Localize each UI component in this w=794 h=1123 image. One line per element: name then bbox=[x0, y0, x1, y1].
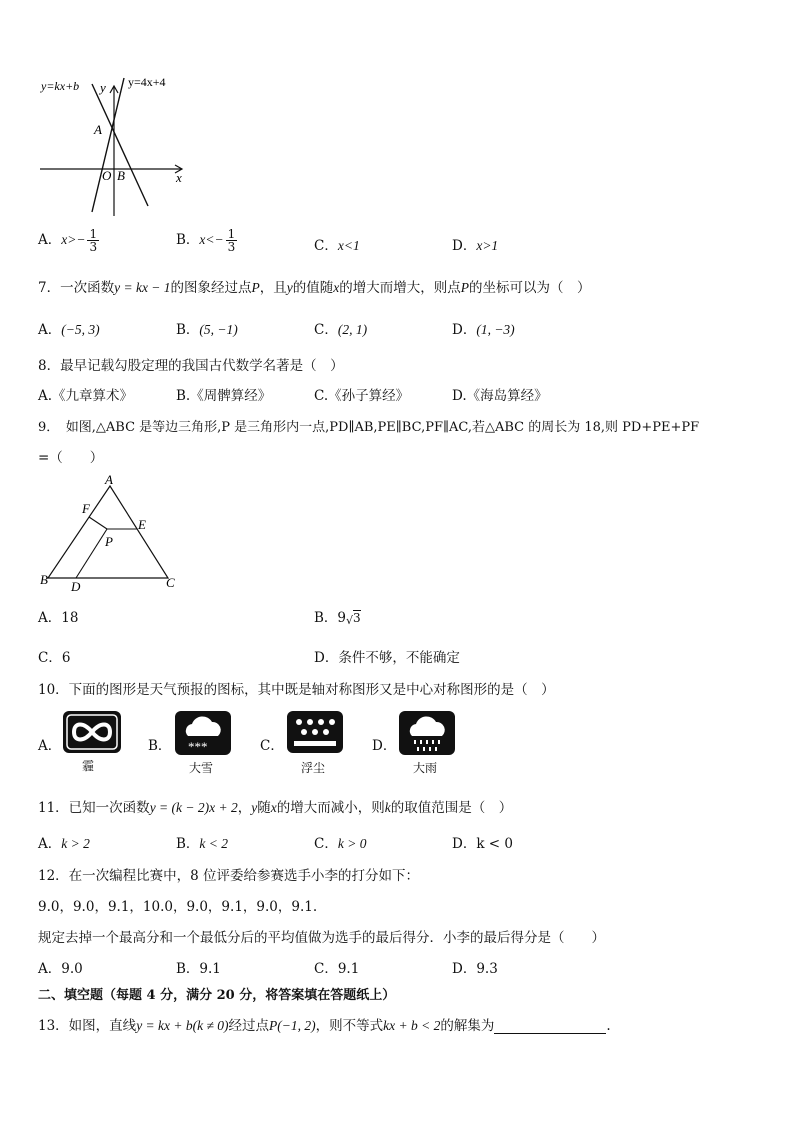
fog-icon bbox=[62, 710, 122, 754]
q9-stem-line1: 9． 如图,△ABC 是等边三角形,P 是三角形内一点,PD∥AB,PE∥BC,PF∥AC,若△ABC 的周长为 18,则 PD+PE+PF bbox=[38, 420, 700, 435]
sqrt-sign: √ bbox=[346, 614, 354, 627]
q11-option-c[interactable]: C．k > 0 bbox=[314, 836, 367, 852]
triangle-abc bbox=[48, 486, 168, 578]
q9-option-b[interactable]: B．9√3 bbox=[314, 610, 361, 627]
section-2-title: 二、填空题（每题 4 分，满分 20 分，将答案填在答题纸上） bbox=[38, 988, 396, 1003]
q9-option-c[interactable]: C．6 bbox=[38, 650, 71, 666]
q7-stem: 7．一次函数y = kx − 1的图象经过点P，且y的值随x的增大而增大，则点P的坐标可以为（ ） bbox=[38, 280, 591, 296]
answer-blank[interactable] bbox=[494, 1019, 606, 1034]
label-point-p: P bbox=[105, 534, 113, 549]
segment-pd bbox=[76, 529, 107, 578]
label-point-e: E bbox=[138, 517, 146, 532]
q6-option-a[interactable]: A．x>− $\frac{1}{3}$ bbox=[38, 227, 98, 254]
q8-option-c[interactable]: C.《孙子算经》 bbox=[314, 388, 410, 404]
q7-option-c[interactable]: C．(2, 1) bbox=[314, 322, 368, 338]
q12-option-c[interactable]: C．9.1 bbox=[314, 961, 360, 977]
q10-option-c[interactable]: C． bbox=[260, 738, 284, 754]
q10-caption-b: 大雪 bbox=[189, 761, 214, 775]
q10-option-b[interactable]: B． bbox=[148, 738, 172, 754]
q6-option-b[interactable]: B．x<− $\frac{1}{3}$ bbox=[176, 227, 236, 254]
q12-option-b[interactable]: B．9.1 bbox=[176, 961, 221, 977]
q10-caption-d: 大雨 bbox=[413, 761, 438, 775]
q6-graph bbox=[36, 72, 196, 220]
q6-option-d[interactable]: D．x>1 bbox=[452, 238, 499, 254]
q10-stem: 10．下面的图形是天气预报的图标，其中既是轴对称图形又是中心对称图形的是（ ） bbox=[38, 682, 555, 698]
q11-option-d[interactable]: D．k < 0 bbox=[452, 836, 513, 852]
label-vertex-b: B bbox=[40, 572, 48, 587]
q7-option-a[interactable]: A．(−5, 3) bbox=[38, 322, 100, 338]
q7-option-b[interactable]: B．(5, −1) bbox=[176, 322, 238, 338]
q10-option-d[interactable]: D． bbox=[372, 738, 397, 754]
q6-option-c[interactable]: C．x<1 bbox=[314, 238, 360, 254]
label-y: y bbox=[100, 80, 106, 95]
q9-option-a[interactable]: A．18 bbox=[38, 610, 79, 626]
fraction: $\frac{1}{3}$ bbox=[89, 227, 98, 254]
heavy-rain-icon bbox=[398, 710, 456, 756]
q8-stem: 8．最早记载勾股定理的我国古代数学名著是（ ） bbox=[38, 358, 344, 374]
label-vertex-c: C bbox=[166, 575, 175, 590]
line-4x4 bbox=[92, 78, 124, 212]
segment-pf bbox=[89, 517, 107, 529]
heavy-snow-icon bbox=[174, 710, 232, 756]
q13-stem: 13．如图，直线y = kx + b(k ≠ 0)经过点P(−1, 2)，则不等式kx + b < 2的解集为 . bbox=[38, 1018, 611, 1034]
q9-stem-line2: =（ ） bbox=[38, 450, 104, 466]
floating-dust-icon bbox=[286, 710, 344, 754]
label-point-d: D bbox=[71, 579, 81, 592]
label-point-f: F bbox=[82, 501, 90, 516]
q12-scores: 9.0，9.0，9.1，10.0，9.0，9.1，9.0，9.1. bbox=[38, 899, 318, 915]
q11-option-b[interactable]: B．k < 2 bbox=[176, 836, 229, 852]
q8-option-d[interactable]: D.《海岛算经》 bbox=[452, 388, 548, 404]
q11-option-a[interactable]: A．k > 2 bbox=[38, 836, 90, 852]
q10-caption-a: 霾 bbox=[82, 759, 95, 773]
q12-rule: 规定去掉一个最高分和一个最低分后的平均值做为选手的最后得分．小李的最后得分是（ ） bbox=[38, 930, 605, 946]
q11-stem: 11．已知一次函数y = (k − 2)x + 2，y随x的增大而减小，则k的取值范围是（ ） bbox=[38, 800, 513, 816]
label-x: x bbox=[176, 170, 182, 185]
q7-option-d[interactable]: D．(1, −3) bbox=[452, 322, 515, 338]
label-A: A bbox=[94, 122, 102, 137]
label-vertex-a: A bbox=[105, 472, 113, 487]
svg-text:***: *** bbox=[188, 739, 208, 754]
q10-option-a[interactable]: A． bbox=[38, 738, 62, 754]
label-B: B bbox=[117, 168, 125, 183]
q12-option-a[interactable]: A．9.0 bbox=[38, 961, 83, 977]
label-O: O bbox=[102, 168, 112, 183]
label-4x4: y=4x+4 bbox=[128, 75, 166, 89]
q9-option-d[interactable]: D．条件不够，不能确定 bbox=[314, 650, 460, 666]
fraction: $\frac{1}{3}$ bbox=[227, 227, 236, 254]
q12-option-d[interactable]: D．9.3 bbox=[452, 961, 498, 977]
line-kxb bbox=[92, 84, 148, 206]
q8-option-b[interactable]: B.《周髀算经》 bbox=[176, 388, 272, 404]
q12-stem: 12．在一次编程比赛中，8 位评委给参赛选手小李的打分如下： bbox=[38, 868, 420, 884]
q8-option-a[interactable]: A.《九章算术》 bbox=[38, 388, 134, 404]
label-kxb: y=kx+b bbox=[41, 79, 80, 93]
q10-caption-c: 浮尘 bbox=[301, 761, 326, 775]
q9-triangle-figure bbox=[38, 472, 184, 592]
